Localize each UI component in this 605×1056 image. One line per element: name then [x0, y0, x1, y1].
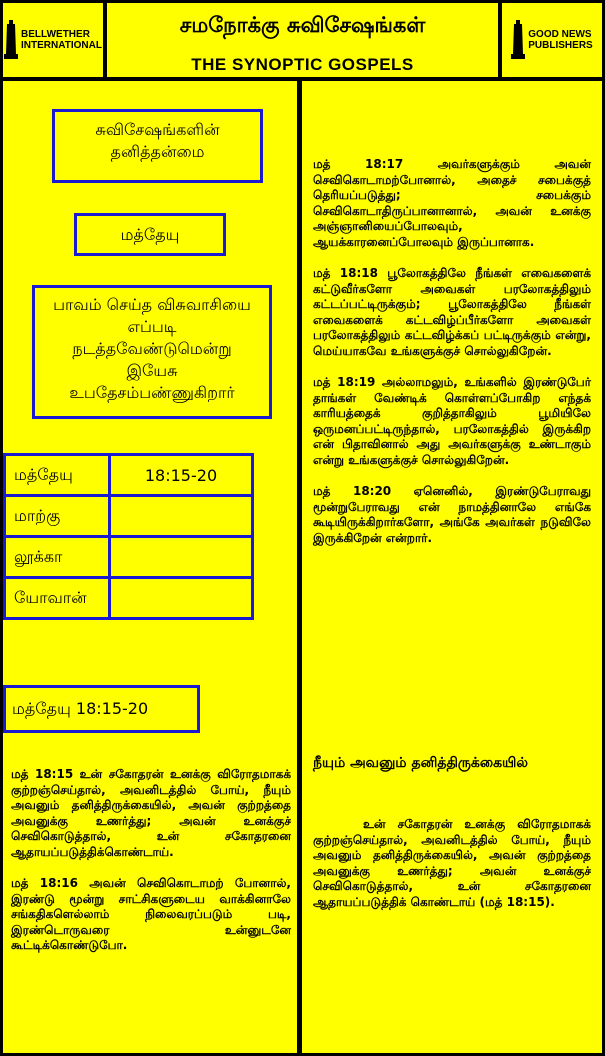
- table-cell-ref: [110, 578, 253, 619]
- good-news-logo-icon: [511, 20, 525, 60]
- book-box: மத்தேயு: [74, 213, 226, 256]
- reference-box: மத்தேயு 18:15-20: [3, 685, 200, 733]
- table-cell-book: லூக்கா: [5, 537, 110, 578]
- left-column: [3, 81, 297, 1053]
- right-logo-text: GOOD NEWS PUBLISHERS: [528, 29, 593, 51]
- verse-paragraph: மத் 18:16 அவன் செவிகொடாமற் போனால், இரண்டு மூன்று சாட்சிகளுடைய வாக்கினாலே சங்கதிகளெல்லாம் நிலைவரப்படும் படி, இரண்டொருவரை உன்னுடனே கூட்டிக்கொண்டுபோ.: [11, 876, 291, 952]
- table-row: [5, 537, 253, 578]
- page-title-english: THE SYNOPTIC GOSPELS: [191, 55, 414, 74]
- verse-paragraph: மத் 18:17 அவர்களுக்கும் அவன் செவிகொடாமற்போனால், அதைச் சபைக்குத் தெரியப்படுத்து; சபைக்கும் செவிகொடாதிருப்பானானால், அவன் உனக்கு அஞ்ஞானியைப்போலவும், ஆயக்காரனைப்போலவும் இருப்பானாக.: [313, 157, 591, 249]
- gospel-reference-table: [3, 453, 254, 620]
- left-logo-panel: [3, 3, 103, 77]
- closing-paragraph: [313, 817, 591, 926]
- closing-text: உன் சகோதரன் உனக்கு விரோதமாகக் குற்றஞ்செய்தால், அவனிடத்தில் போய், நீயும் அவனும் தனித்திருக்கையில், அவன் குற்றத்தை அவனுக்கு உணர்த்து; அவன் உனக்குச் செவிகொடுத்தால், உன் சகோதரனை ஆதாயப்படுத்திக் கொண்டாய் (மத் 18:15).: [313, 817, 591, 909]
- table-cell-ref: [110, 537, 253, 578]
- table-row: [5, 496, 253, 537]
- table-cell-ref: 18:15-20: [110, 455, 253, 496]
- right-verses: [313, 157, 591, 565]
- topic-box: பாவம் செய்த விசுவாசியை எப்படி நடத்தவேண்டுமென்று இயேசு உபதேசம்பண்ணுகிறார்: [32, 285, 272, 419]
- left-logo-text: BELLWETHER INTERNATIONAL: [21, 29, 102, 51]
- table-cell-ref: [110, 496, 253, 537]
- verse-paragraph: மத் 18:15 உன் சகோதரன் உனக்கு விரோதமாகக் குற்றஞ்செய்தால், அவனிடத்தில் போய், நீயும் அவனும் தனித்திருக்கையில், அவன் குற்றத்தை அவனுக்கு உணர்த்து; அவன் உனக்குச் செவிகொடுத்தால், உன் சகோதரனை ஆதாயப்படுத்திக்கொண்டாய்.: [11, 767, 291, 859]
- table-row: [5, 578, 253, 619]
- section-heading: நீயும் அவனும் தனித்திருக்கையில்: [313, 755, 529, 771]
- verse-paragraph: மத் 18:20 ஏனெனில், இரண்டுபேராவது மூன்றுபேராவது என் நாமத்தினாலே எங்கே கூடியிருக்கிறார்களோ, அங்கே அவர்கள் நடுவிலே இருக்கிறேன் என்றார்.: [313, 484, 591, 545]
- bellwether-logo-icon: [4, 20, 18, 60]
- title-panel: [107, 3, 498, 77]
- right-logo-panel: [502, 3, 602, 77]
- page-title-tamil: சமநோக்கு சுவிசேஷங்கள்: [179, 13, 426, 37]
- table-cell-book: மாற்கு: [5, 496, 110, 537]
- left-verses: [11, 767, 291, 970]
- table-row: [5, 455, 253, 496]
- uniqueness-box: சுவிசேஷங்களின் தனித்தன்மை: [52, 109, 263, 183]
- table-cell-book: யோவான்: [5, 578, 110, 619]
- table-cell-book: மத்தேயு: [5, 455, 110, 496]
- verse-paragraph: மத் 18:18 பூலோகத்திலே நீங்கள் எவைகளைக் கட்டுவீர்களோ அவைகள் பரலோகத்திலும் கட்டப்பட்டிருக்கும்; பூலோகத்திலே நீங்கள் எவைகளைக் கட்டவிழ்ப்பீர்களோ அவைகள் பரலோகத்திலும் கட்டவிழ்க்கப் பட்டிருக்கும் என்று, மெய்யாகவே உங்களுக்குச் சொல்லுகிறேன்.: [313, 266, 591, 358]
- verse-paragraph: மத் 18:19 அல்லாமலும், உங்களில் இரண்டுபேர் தாங்கள் வேண்டிக் கொள்ளப்போகிற எந்தக் காரியத்தைக் குறித்தாகிலும் பூமியிலே ஒருமனப்பட்டிருந்தால், பரலோகத்தில் இருக்கிற என் பிதாவினால் அது அவர்களுக்கு உண்டாகும் என்று உங்களுக்குச் சொல்லுகிறேன்.: [313, 375, 591, 467]
